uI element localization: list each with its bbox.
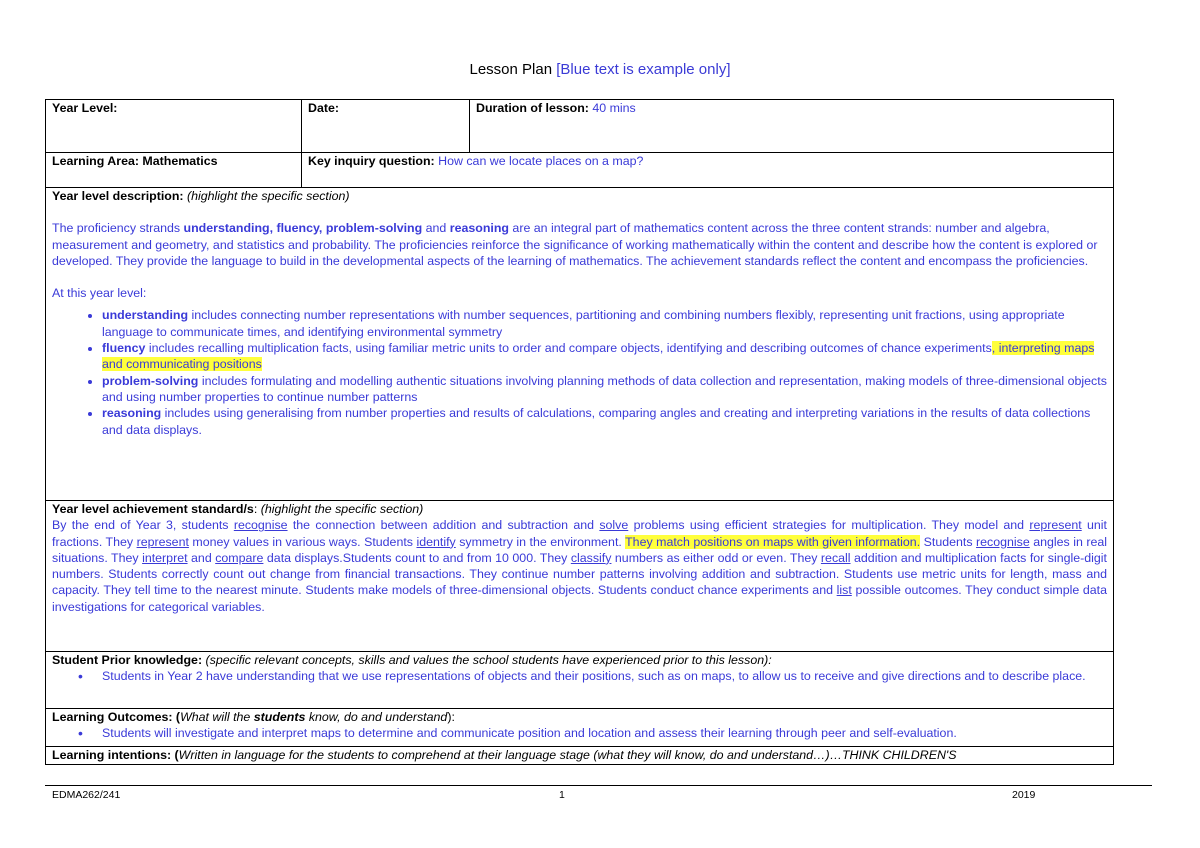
list-item: • Students in Year 2 have understanding that we use representations of objects and their positions, such as on maps, to allow us to receive and give directions and to describe place. (102, 668, 1107, 684)
footer-year: 2019 (1012, 789, 1036, 801)
proficiency-list (52, 307, 1107, 437)
highlighted-text: , interpreting maps and communicating positions (102, 341, 1095, 372)
at-this-level: At this year level: (52, 286, 147, 301)
outcomes-list (52, 725, 1107, 741)
lesson-plan-table (45, 99, 1114, 765)
learning-area: Learning Area: Mathematics (52, 154, 218, 168)
header-row (46, 100, 1114, 153)
outcomes-label: Learning Outcomes: (52, 710, 173, 724)
list-item: • understanding includes connecting number representations with number sequences, partitioning and combining numbers flexibly, representing unit fractions, using appropriate language to communicate times, and identifying environmental symmetry (102, 307, 1107, 340)
yld-hint: (highlight the specific section) (187, 189, 350, 203)
year-level-description-cell[interactable] (46, 188, 1114, 501)
year-level-cell[interactable] (46, 100, 302, 153)
prior-hint: (specific relevant concepts, skills and values the school students have experienced prior to this lesson): (205, 653, 772, 667)
area-row (46, 153, 1114, 188)
page-footer (0, 785, 1200, 805)
inquiry-cell[interactable] (302, 153, 1114, 188)
achievement-paragraph: By the end of Year 3, students recognise the connection between addition and subtraction and solve problems using efficient strategies for multiplication. They model and represent unit fractions. They represent money values in various ways. Students identify symmetry in the environment. They match positions on maps with given information. Students recognise angles in real situations. They interpret and compare data displays.Students count to and from 10 000. They classify numbers as either odd or even. They recall addition and multiplication facts for single-digit numbers. Students correctly count out change from financial transactions. They continue number patterns involving addition and subtraction. Students use metric units for length, mass and capacity. They tell time to the nearest minute. Students make models of three-dimensional objects. Students conduct chance experiments and list possible outcomes. They conduct simple data investigations for categorical variables. (52, 518, 1108, 614)
achievement-cell[interactable]: Year level achievement standard/s: (highlight the specific section) By the end of Year 3, students recognise the connection between addition and subtraction and solve problems using efficient strategies for multiplication. They model and represent unit fractions. They represent money values in various ways. Students identify symmetry in the environment. They match positions on maps with given information. Students recognise angles in real situations. They interpret and compare data displays.Students count to and from 10 000. They classify numbers as either odd or even. They recall addition and multiplication facts for single-digit numbers. Students correctly count out change from financial transactions. They continue number patterns involving addition and subtraction. Students use metric units for length, mass and capacity. They tell time to the nearest minute. Students make models of three-dimensional objects. Students conduct chance experiments and list possible outcomes. They conduct simple data investigations for categorical variables. (46, 501, 1114, 652)
learning-outcomes-row (46, 709, 1114, 747)
prior-label: Student Prior knowledge: (52, 653, 203, 667)
achievement-label: Year level achievement standard/s (52, 502, 254, 516)
date-label: Date: (308, 101, 339, 115)
learning-intentions-row (46, 747, 1114, 765)
highlighted-text: They match positions on maps with given information. (625, 534, 921, 549)
prior-knowledge-row (46, 652, 1114, 709)
duration-cell[interactable] (470, 100, 1114, 153)
inquiry-label: Key inquiry question: (308, 154, 435, 168)
title-note: [Blue text is example only] (556, 61, 731, 78)
learning-outcomes-cell[interactable]: Learning Outcomes: (What will the students know, do and understand): • Students will investigate and interpret maps to determine and communicate position and location and assess their learning through peer and self-evaluation. (46, 709, 1114, 747)
duration-value: 40 mins (592, 101, 636, 115)
achievement-hint: (highlight the specific section) (260, 502, 424, 516)
prior-list (52, 668, 1107, 684)
title-main: Lesson Plan (469, 61, 553, 78)
year-level-description-row (46, 188, 1114, 501)
learning-area-cell[interactable] (46, 153, 302, 188)
year-level-label: Year Level: (52, 101, 118, 115)
page-title (0, 61, 1200, 78)
prior-knowledge-cell[interactable] (46, 652, 1114, 709)
yld-label: Year level description: (52, 189, 184, 203)
achievement-row (46, 501, 1114, 652)
list-item: • fluency includes recalling multiplication facts, using familiar metric units to order and compare objects, identifying and describing outcomes of chance experiments, interpreting maps and communicating positions (102, 340, 1107, 373)
intentions-label: Learning intentions: (52, 748, 172, 762)
list-item: • reasoning includes using generalising from number properties and results of calculations, comparing angles and creating and interpreting variations in the results of data collections and data displays. (102, 405, 1107, 438)
list-item: • Students will investigate and interpret maps to determine and communicate position and location and assess their learning through peer and self-evaluation. (102, 725, 1107, 741)
footer-course-code: EDMA262/241 (52, 789, 121, 801)
learning-intentions-cell[interactable]: Learning intentions: (Written in language for the students to comprehend at their language stage (what they will know, do and understand…)…THINK CHILDREN'S (46, 747, 1114, 765)
footer-divider (45, 785, 1152, 786)
footer-page-number: 1 (559, 789, 565, 801)
inquiry-value: How can we locate places on a map? (438, 154, 644, 168)
proficiency-paragraph: The proficiency strands understanding, fluency, problem-solving and reasoning are an integral part of mathematics content across the three content strands: number and algebra, measurement and geometry, and statistics and probability. The proficiencies reinforce the significance of working mathematically within the content and describe how the content is explored or developed. They provide the language to build in the developmental aspects of the learning of mathematics. The achievement standards reflect the content and encompass the proficiencies. (52, 221, 1098, 268)
list-item: • problem-solving includes formulating and modelling authentic situations involving planning methods of data collection and representation, making models of three-dimensional objects and using number properties to continue number patterns (102, 373, 1107, 406)
date-cell[interactable] (302, 100, 470, 153)
intentions-hint: Written in language for the students to comprehend at their language stage (what they will know, do and understand…)…THINK CHILDREN'S (178, 748, 957, 762)
duration-label: Duration of lesson: (476, 101, 589, 115)
